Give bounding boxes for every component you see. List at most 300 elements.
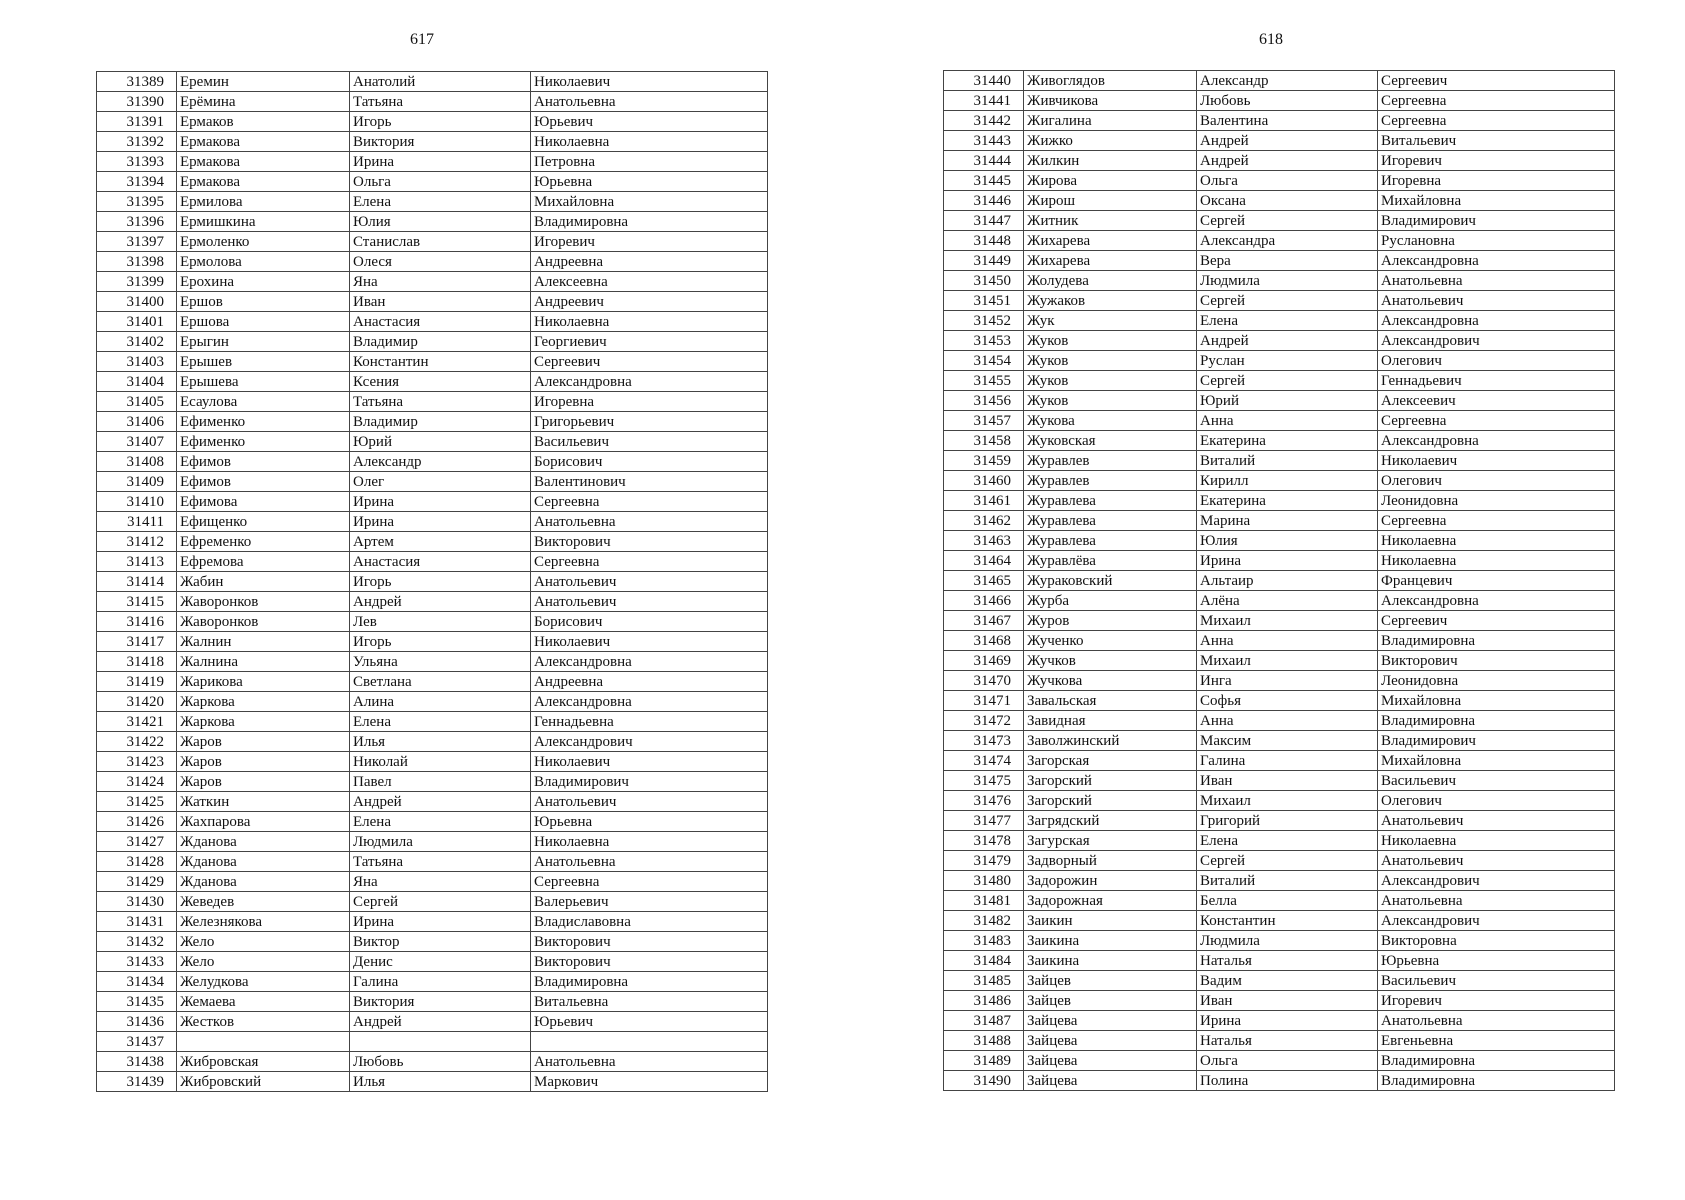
record-number-cell: 31428 [97, 852, 177, 872]
table-row [944, 731, 1615, 751]
record-number-cell: 31393 [97, 152, 177, 172]
record-number-cell: 31408 [97, 452, 177, 472]
patronymic-cell: Александрович [1378, 911, 1615, 931]
last-name-cell [177, 1032, 350, 1052]
patronymic-cell: Сергеевич [1378, 71, 1615, 91]
record-number-cell: 31406 [97, 412, 177, 432]
first-name-cell [350, 1032, 531, 1052]
record-number-cell: 31400 [97, 292, 177, 312]
last-name-cell: Жемаева [177, 992, 350, 1012]
last-name-cell: Жаворонков [177, 612, 350, 632]
table-row [97, 912, 768, 932]
table-row [944, 891, 1615, 911]
record-number-cell: 31427 [97, 832, 177, 852]
table-row [97, 992, 768, 1012]
first-name-cell: Юрий [1197, 391, 1378, 411]
first-name-cell: Оксана [1197, 191, 1378, 211]
table-row [944, 771, 1615, 791]
patronymic-cell: Сергеевна [531, 872, 768, 892]
first-name-cell: Юрий [350, 432, 531, 452]
first-name-cell: Вера [1197, 251, 1378, 271]
first-name-cell: Ирина [350, 492, 531, 512]
last-name-cell: Ерышева [177, 372, 350, 392]
table-row [97, 732, 768, 752]
patronymic-cell: Васильевич [531, 432, 768, 452]
table-row [944, 711, 1615, 731]
last-name-cell: Задорожин [1024, 871, 1197, 891]
record-number-cell: 31391 [97, 112, 177, 132]
first-name-cell: Кирилл [1197, 471, 1378, 491]
first-name-cell: Вадим [1197, 971, 1378, 991]
patronymic-cell: Викторович [531, 932, 768, 952]
record-number-cell: 31413 [97, 552, 177, 572]
table-row [944, 291, 1615, 311]
last-name-cell: Жабин [177, 572, 350, 592]
record-number-cell: 31437 [97, 1032, 177, 1052]
patronymic-cell: Анатольевна [1378, 271, 1615, 291]
first-name-cell: Сергей [1197, 371, 1378, 391]
last-name-cell: Житник [1024, 211, 1197, 231]
patronymic-cell: Николаевна [531, 832, 768, 852]
table-row [97, 712, 768, 732]
record-number-cell: 31468 [944, 631, 1024, 651]
table-row [97, 632, 768, 652]
table-row [97, 72, 768, 92]
patronymic-cell: Алексеевич [1378, 391, 1615, 411]
record-number-cell: 31439 [97, 1072, 177, 1092]
patronymic-cell: Николаевна [531, 132, 768, 152]
table-row [944, 191, 1615, 211]
last-name-cell: Журавлёва [1024, 551, 1197, 571]
patronymic-cell: Михайловна [1378, 751, 1615, 771]
first-name-cell: Екатерина [1197, 491, 1378, 511]
table-row [944, 91, 1615, 111]
last-name-cell: Жаров [177, 752, 350, 772]
patronymic-cell: Владимировна [1378, 1051, 1615, 1071]
last-name-cell: Жученко [1024, 631, 1197, 651]
table-row [944, 351, 1615, 371]
last-name-cell: Жаров [177, 732, 350, 752]
last-name-cell: Жарикова [177, 672, 350, 692]
patronymic-cell: Сергеевич [531, 352, 768, 372]
table-row [97, 312, 768, 332]
patronymic-cell: Геннадьевич [1378, 371, 1615, 391]
first-name-cell: Валентина [1197, 111, 1378, 131]
patronymic-cell: Валерьевич [531, 892, 768, 912]
patronymic-cell: Игоревна [1378, 171, 1615, 191]
table-row [97, 192, 768, 212]
patronymic-cell: Игоревич [1378, 151, 1615, 171]
patronymic-cell: Николаевна [1378, 551, 1615, 571]
record-number-cell: 31407 [97, 432, 177, 452]
record-number-cell: 31469 [944, 651, 1024, 671]
first-name-cell: Андрей [1197, 151, 1378, 171]
last-name-cell: Жело [177, 932, 350, 952]
record-number-cell: 31426 [97, 812, 177, 832]
patronymic-cell: Сергеевна [1378, 411, 1615, 431]
table-row [97, 692, 768, 712]
first-name-cell: Галина [1197, 751, 1378, 771]
record-number-cell: 31465 [944, 571, 1024, 591]
first-name-cell: Николай [350, 752, 531, 772]
record-number-cell: 31451 [944, 291, 1024, 311]
first-name-cell: Ирина [1197, 1011, 1378, 1031]
record-number-cell: 31449 [944, 251, 1024, 271]
patronymic-cell: Евгеньевна [1378, 1031, 1615, 1051]
table-row [97, 252, 768, 272]
last-name-cell: Ефимов [177, 452, 350, 472]
table-row [97, 612, 768, 632]
table-row [944, 211, 1615, 231]
last-name-cell: Ершов [177, 292, 350, 312]
record-number-cell: 31484 [944, 951, 1024, 971]
patronymic-cell: Анатольевна [1378, 891, 1615, 911]
patronymic-cell: Георгиевич [531, 332, 768, 352]
record-number-cell: 31419 [97, 672, 177, 692]
record-number-cell: 31402 [97, 332, 177, 352]
record-number-cell: 31395 [97, 192, 177, 212]
table-row [944, 911, 1615, 931]
last-name-cell: Журов [1024, 611, 1197, 631]
last-name-cell: Ефремова [177, 552, 350, 572]
page-number-left: 617 [410, 31, 434, 48]
table-row [97, 932, 768, 952]
last-name-cell: Загорская [1024, 751, 1197, 771]
last-name-cell: Жаворонков [177, 592, 350, 612]
first-name-cell: Людмила [1197, 931, 1378, 951]
last-name-cell: Желудкова [177, 972, 350, 992]
table-row [944, 311, 1615, 331]
patronymic-cell: Николаевич [531, 632, 768, 652]
table-row [97, 292, 768, 312]
table-row [944, 171, 1615, 191]
record-number-cell: 31392 [97, 132, 177, 152]
patronymic-cell: Алексеевна [531, 272, 768, 292]
record-number-cell: 31398 [97, 252, 177, 272]
patronymic-cell: Юрьевна [1378, 951, 1615, 971]
record-number-cell: 31418 [97, 652, 177, 672]
last-name-cell: Жирош [1024, 191, 1197, 211]
record-number-cell: 31443 [944, 131, 1024, 151]
table-row [97, 272, 768, 292]
table-row [944, 691, 1615, 711]
patronymic-cell: Сергеевна [531, 552, 768, 572]
patronymic-cell: Александровна [1378, 251, 1615, 271]
table-row [944, 931, 1615, 951]
table-row [944, 411, 1615, 431]
patronymic-cell: Сергеевна [531, 492, 768, 512]
first-name-cell: Татьяна [350, 92, 531, 112]
table-row [97, 532, 768, 552]
table-row [97, 552, 768, 572]
first-name-cell: Елена [1197, 831, 1378, 851]
last-name-cell: Жужаков [1024, 291, 1197, 311]
first-name-cell: Сергей [1197, 851, 1378, 871]
table-row [97, 452, 768, 472]
table-row [944, 331, 1615, 351]
first-name-cell: Софья [1197, 691, 1378, 711]
table-row [944, 831, 1615, 851]
record-number-cell: 31476 [944, 791, 1024, 811]
first-name-cell: Любовь [1197, 91, 1378, 111]
record-number-cell: 31459 [944, 451, 1024, 471]
record-number-cell: 31474 [944, 751, 1024, 771]
record-number-cell: 31442 [944, 111, 1024, 131]
record-number-cell: 31394 [97, 172, 177, 192]
first-name-cell: Андрей [350, 592, 531, 612]
patronymic-cell: Борисович [531, 452, 768, 472]
table-row [944, 531, 1615, 551]
record-number-cell: 31456 [944, 391, 1024, 411]
table-row [944, 111, 1615, 131]
record-number-cell: 31454 [944, 351, 1024, 371]
patronymic-cell: Михайловна [531, 192, 768, 212]
first-name-cell: Ольга [1197, 171, 1378, 191]
table-row [97, 1072, 768, 1092]
patronymic-cell: Николаевна [1378, 531, 1615, 551]
last-name-cell: Живчикова [1024, 91, 1197, 111]
last-name-cell: Завидная [1024, 711, 1197, 731]
patronymic-cell: Александрович [1378, 331, 1615, 351]
patronymic-cell: Витальевич [1378, 131, 1615, 151]
first-name-cell: Ирина [350, 152, 531, 172]
record-number-cell: 31447 [944, 211, 1024, 231]
table-row [944, 251, 1615, 271]
patronymic-cell: Игоревич [1378, 991, 1615, 1011]
patronymic-cell: Михайловна [1378, 691, 1615, 711]
record-number-cell: 31446 [944, 191, 1024, 211]
table-row [97, 1012, 768, 1032]
last-name-cell: Жданова [177, 832, 350, 852]
table-row [97, 472, 768, 492]
first-name-cell: Анна [1197, 711, 1378, 731]
table-row [97, 772, 768, 792]
last-name-cell: Ермолова [177, 252, 350, 272]
record-number-cell: 31411 [97, 512, 177, 532]
table-row [97, 572, 768, 592]
table-row [944, 451, 1615, 471]
record-number-cell: 31416 [97, 612, 177, 632]
patronymic-cell: Александровна [531, 372, 768, 392]
patronymic-cell: Александровна [531, 652, 768, 672]
record-number-cell: 31432 [97, 932, 177, 952]
first-name-cell: Илья [350, 732, 531, 752]
first-name-cell: Иван [350, 292, 531, 312]
last-name-cell: Ефимов [177, 472, 350, 492]
first-name-cell: Андрей [1197, 131, 1378, 151]
first-name-cell: Ольга [350, 172, 531, 192]
first-name-cell: Игорь [350, 112, 531, 132]
first-name-cell: Владимир [350, 332, 531, 352]
last-name-cell: Зайцева [1024, 1011, 1197, 1031]
patronymic-cell: Андреевич [531, 292, 768, 312]
first-name-cell: Виктор [350, 932, 531, 952]
first-name-cell: Татьяна [350, 852, 531, 872]
last-name-cell: Ефимова [177, 492, 350, 512]
first-name-cell: Андрей [1197, 331, 1378, 351]
table-row [944, 371, 1615, 391]
first-name-cell: Марина [1197, 511, 1378, 531]
table-row [944, 951, 1615, 971]
patronymic-cell: Владимировна [1378, 631, 1615, 651]
patronymic-cell [531, 1032, 768, 1052]
first-name-cell: Ирина [350, 512, 531, 532]
table-row [944, 791, 1615, 811]
record-number-cell: 31467 [944, 611, 1024, 631]
first-name-cell: Анна [1197, 411, 1378, 431]
table-row [97, 832, 768, 852]
patronymic-cell: Сергеевич [1378, 611, 1615, 631]
patronymic-cell: Францевич [1378, 571, 1615, 591]
table-row [97, 752, 768, 772]
table-row [97, 972, 768, 992]
record-number-cell: 31410 [97, 492, 177, 512]
record-number-cell: 31458 [944, 431, 1024, 451]
first-name-cell: Сергей [1197, 211, 1378, 231]
record-number-cell: 31409 [97, 472, 177, 492]
record-number-cell: 31396 [97, 212, 177, 232]
record-number-cell: 31464 [944, 551, 1024, 571]
patronymic-cell: Николаевич [531, 752, 768, 772]
table-row [944, 471, 1615, 491]
last-name-cell: Загорский [1024, 771, 1197, 791]
patronymic-cell: Андреевна [531, 252, 768, 272]
patronymic-cell: Анатольевна [531, 852, 768, 872]
last-name-cell: Железнякова [177, 912, 350, 932]
last-name-cell: Зайцев [1024, 991, 1197, 1011]
patronymic-cell: Анатольевич [1378, 291, 1615, 311]
last-name-cell: Жело [177, 952, 350, 972]
table-row [97, 792, 768, 812]
first-name-cell: Инга [1197, 671, 1378, 691]
first-name-cell: Яна [350, 872, 531, 892]
table-row [944, 1031, 1615, 1051]
last-name-cell: Журба [1024, 591, 1197, 611]
first-name-cell: Александра [1197, 231, 1378, 251]
record-number-cell: 31487 [944, 1011, 1024, 1031]
patronymic-cell: Николаевна [531, 312, 768, 332]
last-name-cell: Ермоленко [177, 232, 350, 252]
first-name-cell: Людмила [1197, 271, 1378, 291]
record-number-cell: 31401 [97, 312, 177, 332]
patronymic-cell: Николаевич [531, 72, 768, 92]
table-row [944, 511, 1615, 531]
record-number-cell: 31457 [944, 411, 1024, 431]
first-name-cell: Виктория [350, 132, 531, 152]
patronymic-cell: Леонидовна [1378, 671, 1615, 691]
patronymic-cell: Олегович [1378, 791, 1615, 811]
record-number-cell: 31482 [944, 911, 1024, 931]
table-row [97, 952, 768, 972]
record-number-cell: 31422 [97, 732, 177, 752]
patronymic-cell: Владимировна [531, 972, 768, 992]
last-name-cell: Жеведев [177, 892, 350, 912]
first-name-cell: Светлана [350, 672, 531, 692]
last-name-cell: Завальская [1024, 691, 1197, 711]
last-name-cell: Ефименко [177, 432, 350, 452]
table-row [944, 131, 1615, 151]
record-number-cell: 31404 [97, 372, 177, 392]
record-number-cell: 31440 [944, 71, 1024, 91]
last-name-cell: Ерышев [177, 352, 350, 372]
patronymic-cell: Викторовна [1378, 931, 1615, 951]
record-number-cell: 31483 [944, 931, 1024, 951]
patronymic-cell: Владимировна [1378, 1071, 1615, 1091]
table-row [944, 811, 1615, 831]
record-number-cell: 31421 [97, 712, 177, 732]
last-name-cell: Жаркова [177, 712, 350, 732]
first-name-cell: Денис [350, 952, 531, 972]
record-number-cell: 31389 [97, 72, 177, 92]
last-name-cell: Живоглядов [1024, 71, 1197, 91]
last-name-cell: Зайцева [1024, 1051, 1197, 1071]
patronymic-cell: Анатольевна [531, 92, 768, 112]
first-name-cell: Виталий [1197, 451, 1378, 471]
record-number-cell: 31455 [944, 371, 1024, 391]
record-number-cell: 31489 [944, 1051, 1024, 1071]
last-name-cell: Еремин [177, 72, 350, 92]
table-row [97, 892, 768, 912]
record-number-cell: 31480 [944, 871, 1024, 891]
first-name-cell: Павел [350, 772, 531, 792]
record-number-cell: 31405 [97, 392, 177, 412]
last-name-cell: Жахпарова [177, 812, 350, 832]
page-number-right: 618 [1259, 31, 1283, 48]
first-name-cell: Галина [350, 972, 531, 992]
patronymic-cell: Владимирович [1378, 211, 1615, 231]
last-name-cell: Жуков [1024, 351, 1197, 371]
patronymic-cell: Викторович [531, 952, 768, 972]
patronymic-cell: Александровна [1378, 431, 1615, 451]
first-name-cell: Белла [1197, 891, 1378, 911]
last-name-cell: Зайцева [1024, 1071, 1197, 1091]
patronymic-cell: Владимировна [531, 212, 768, 232]
first-name-cell: Наталья [1197, 951, 1378, 971]
table-row [97, 352, 768, 372]
table-row [944, 391, 1615, 411]
record-number-cell: 31450 [944, 271, 1024, 291]
patronymic-cell: Александрович [531, 732, 768, 752]
table-row [97, 512, 768, 532]
table-row [97, 392, 768, 412]
record-number-cell: 31397 [97, 232, 177, 252]
patronymic-cell: Анатольевна [531, 1052, 768, 1072]
last-name-cell: Жураковский [1024, 571, 1197, 591]
last-name-cell: Жилкин [1024, 151, 1197, 171]
first-name-cell: Ирина [350, 912, 531, 932]
registry-table-left [96, 71, 768, 1092]
table-row [97, 852, 768, 872]
table-row [944, 1051, 1615, 1071]
first-name-cell: Олеся [350, 252, 531, 272]
patronymic-cell: Юрьевич [531, 112, 768, 132]
last-name-cell: Заикина [1024, 931, 1197, 951]
patronymic-cell: Николаевна [1378, 831, 1615, 851]
first-name-cell: Виталий [1197, 871, 1378, 891]
patronymic-cell: Владимирович [531, 772, 768, 792]
first-name-cell: Олег [350, 472, 531, 492]
last-name-cell: Жаров [177, 772, 350, 792]
last-name-cell: Ефименко [177, 412, 350, 432]
patronymic-cell: Игоревна [531, 392, 768, 412]
table-row [97, 652, 768, 672]
table-row [97, 1052, 768, 1072]
patronymic-cell: Анатольевич [531, 592, 768, 612]
last-name-cell: Жучкова [1024, 671, 1197, 691]
patronymic-cell: Анатольевич [531, 792, 768, 812]
record-number-cell: 31429 [97, 872, 177, 892]
last-name-cell: Загурская [1024, 831, 1197, 851]
